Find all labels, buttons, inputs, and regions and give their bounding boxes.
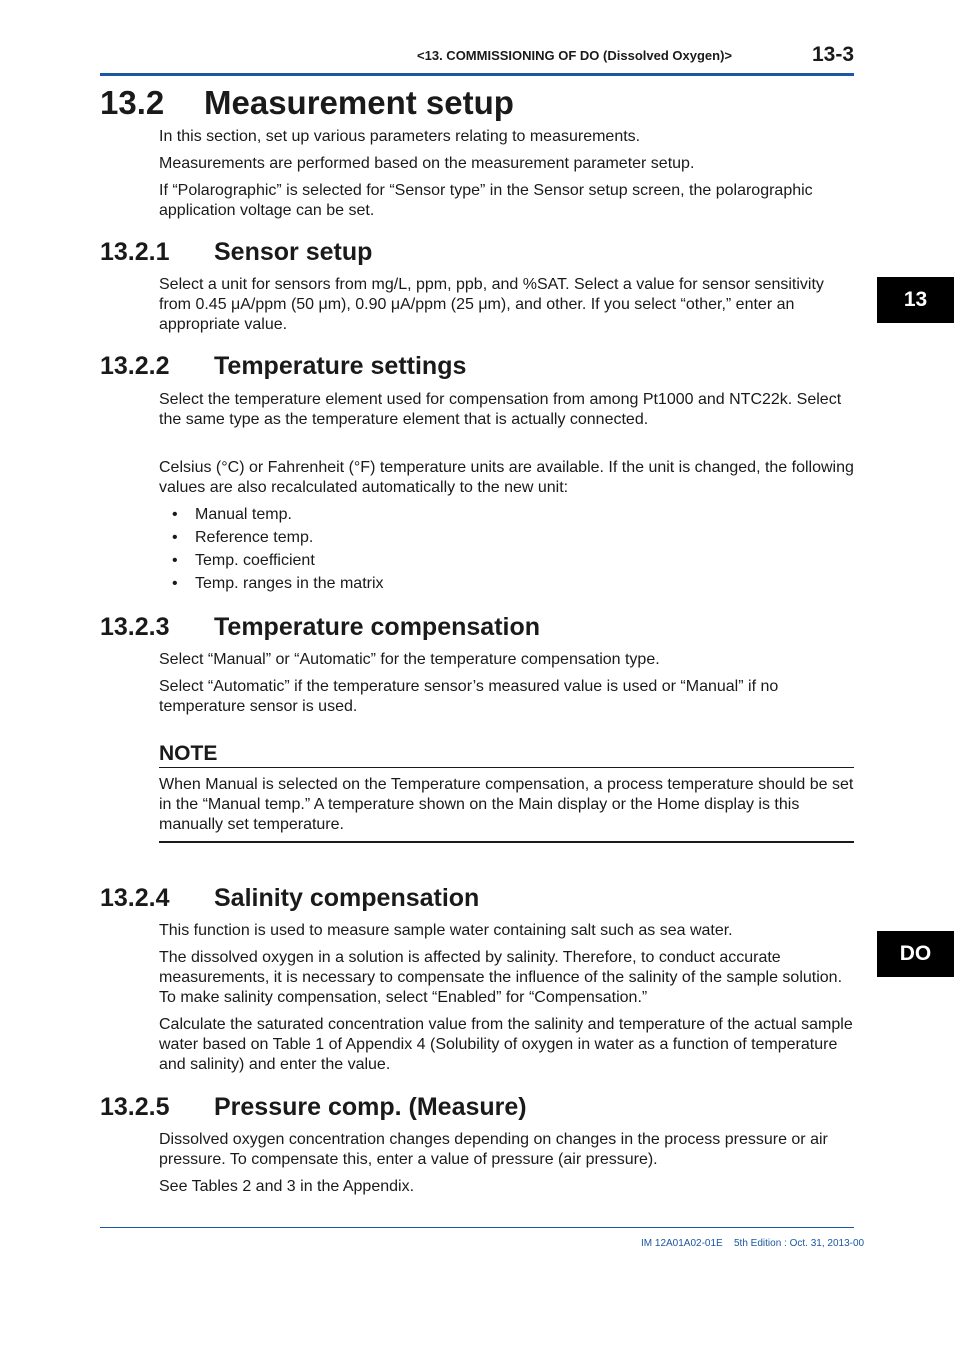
subsection-title: Salinity compensation [214, 884, 480, 912]
bullet-marker: • [172, 575, 178, 592]
running-header: <13. COMMISSIONING OF DO (Dissolved Oxygen)> [417, 48, 732, 63]
subsection-paragraph: The dissolved oxygen in a solution is affected by salinity. Therefore, to conduct accurate measurements, it is necessary to compensate the influence of the salinity of the sample solution. To make salinity compensation, select “Enabled” for “Compensation.” [159, 949, 843, 1006]
list-item-text: Reference temp. [195, 529, 314, 546]
subsection-heading [100, 238, 372, 267]
side-tab-do[interactable]: DO [877, 931, 954, 977]
subsection-number: 13.2.2 [100, 352, 170, 380]
note-text: When Manual is selected on the Temperature compensation, a process temperature should be set in the “Manual temp.” A temperature shown on the Main display or the Home display is this manually set temperature. [159, 776, 854, 833]
section-heading [100, 84, 514, 122]
list-item-text: Temp. ranges in the matrix [195, 575, 384, 592]
bullet-marker: • [172, 529, 178, 546]
subsection-heading [100, 352, 466, 381]
subsection-paragraph: Celsius (°C) or Fahrenheit (°F) temperature units are available. If the unit is changed, the following values are also recalculated automatically to the new unit: [159, 459, 854, 496]
bullet-marker: • [172, 552, 178, 569]
list-item-text: Temp. coefficient [195, 552, 315, 569]
subsection-title: Temperature compensation [214, 613, 541, 641]
subsection-heading [100, 884, 479, 913]
list-item-text: Manual temp. [195, 506, 292, 523]
list-item [172, 505, 292, 525]
side-tab-chapter[interactable]: 13 [877, 277, 954, 323]
header-rule [100, 73, 854, 76]
section-paragraph: In this section, set up various parameters relating to measurements. [159, 128, 641, 145]
note-heading: NOTE [159, 742, 218, 765]
subsection-number: 13.2.3 [100, 613, 170, 641]
section-title: Measurement setup [204, 84, 514, 121]
footer-edition: 5th Edition : Oct. 31, 2013-00 [734, 1238, 865, 1249]
subsection-paragraph: Select the temperature element used for compensation from among Pt1000 and NTC22k. Select the same type as the temperature element that is actually connected. [159, 391, 842, 428]
subsection-paragraph: Calculate the saturated concentration value from the salinity and temperature of the actual sample water based on Table 1 of Appendix 4 (Solubility of oxygen in water as a function of temperature and salinity) and enter the value. [159, 1016, 853, 1073]
section-paragraph: Measurements are performed based on the measurement parameter setup. [159, 155, 695, 172]
subsection-number: 13.2.1 [100, 238, 170, 266]
section-paragraph: If “Polarographic” is selected for “Sensor type” in the Sensor setup screen, the polarographic application voltage can be set. [159, 182, 813, 219]
subsection-title: Temperature settings [214, 352, 467, 380]
subsection-paragraph: Dissolved oxygen concentration changes depending on changes in the process pressure or air pressure. To compensate this, enter a value of pressure (air pressure). [159, 1131, 828, 1168]
page-number: 13-3 [811, 43, 854, 66]
subsection-title: Sensor setup [214, 238, 373, 266]
footer-doc-id: IM 12A01A02-01E [641, 1238, 723, 1249]
subsection-paragraph: Select “Manual” or “Automatic” for the temperature compensation type. [159, 651, 660, 668]
subsection-paragraph: Select “Automatic” if the temperature sensor’s measured value is used or “Manual” if no temperature sensor is used. [159, 678, 779, 715]
subsection-paragraph: See Tables 2 and 3 in the Appendix. [159, 1178, 415, 1195]
list-item [172, 551, 315, 571]
subsection-paragraph: This function is used to measure sample water containing salt such as sea water. [159, 922, 733, 939]
subsection-number: 13.2.5 [100, 1093, 170, 1121]
list-item [172, 528, 313, 548]
footer-rule [100, 1227, 854, 1228]
subsection-heading [100, 613, 540, 642]
subsection-heading [100, 1093, 527, 1122]
note-bottom-rule [159, 841, 854, 843]
note-top-rule [159, 767, 854, 768]
subsection-number: 13.2.4 [100, 884, 170, 912]
subsection-title: Pressure comp. (Measure) [214, 1093, 527, 1121]
subsection-paragraph: Select a unit for sensors from mg/L, ppm, ppb, and %SAT. Select a value for sensor sensitivity from 0.45 μA/ppm (50 μm), 0.90 μA/ppm (25 μm), and other. If you select “other,” enter an appropriate value. [159, 276, 824, 333]
section-number: 13.2 [100, 84, 165, 121]
bullet-marker: • [172, 506, 178, 523]
list-item [172, 574, 384, 594]
